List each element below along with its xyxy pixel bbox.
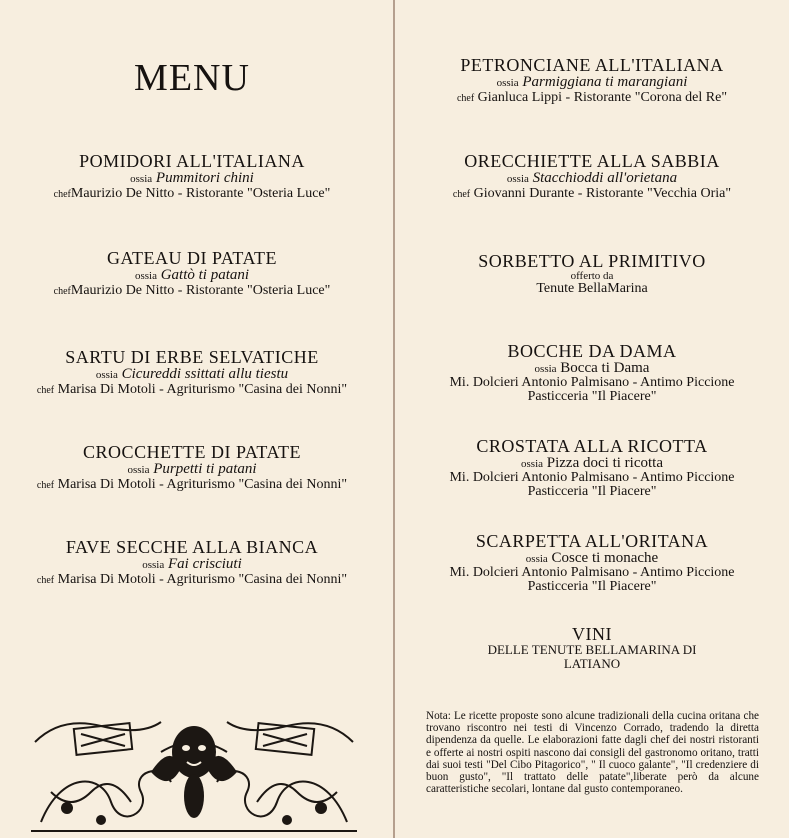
dish-dialect-name: Cicureddi ssittati allu tiestu — [121, 366, 289, 382]
ossia-label: ossia — [496, 77, 519, 89]
dish-dialect-name: Purpetti ti patani — [153, 461, 257, 477]
pastry-maker: Mi. Dolcieri Antonio Palmisano - Antimo Piccione — [449, 470, 735, 485]
dish-name: CROSTATA ALLA RICOTTA — [476, 436, 708, 456]
pastry-maker: Mi. Dolcieri Antonio Palmisano - Antimo Piccione — [449, 375, 735, 390]
pastry-shop: Pasticceria "Il Piacere" — [527, 389, 657, 404]
dish-dialect-name: Pizza doci ti ricotta — [546, 455, 663, 471]
dish-alt-name — [0, 268, 384, 283]
baroque-ornament-image — [31, 712, 357, 832]
pastry-maker: Mi. Dolcieri Antonio Palmisano - Antimo Piccione — [449, 565, 735, 580]
chef-prefix: chef — [36, 575, 55, 586]
chef-name: Maurizio De Nitto - Ristorante "Osteria Luce" — [70, 186, 331, 201]
chef-prefix: chef — [452, 189, 471, 200]
dish-item — [0, 538, 384, 587]
chef-line — [0, 187, 384, 201]
chef-name: Marisa Di Motoli - Agriturismo "Casina dei Nonni" — [57, 477, 348, 492]
dish-dialect-name: Pummitori chini — [155, 170, 254, 186]
dish-name: SORBETTO AL PRIMITIVO — [478, 251, 706, 271]
ossia-label: ossia — [142, 559, 165, 571]
chef-line — [0, 284, 384, 298]
producer-name: Tenute BellaMarina — [536, 281, 648, 296]
left-column — [0, 0, 393, 838]
dish-alt-name — [395, 171, 789, 186]
wine-line-1: DELLE TENUTE BELLAMARINA DI — [487, 642, 697, 657]
ossia-label: ossia — [134, 270, 157, 282]
ossia-label: ossia — [127, 464, 150, 476]
dish-dialect-name: Bocca ti Dama — [560, 360, 650, 376]
dish-item — [0, 152, 384, 201]
dish-alt-name — [0, 171, 384, 186]
chef-prefix: chef — [36, 385, 55, 396]
dish-alt-name — [395, 456, 789, 471]
dish-name: PETRONCIANE ALL'ITALIANA — [460, 55, 724, 75]
dish-name: CROCCHETTE DI PATATE — [83, 442, 301, 462]
right-column — [395, 0, 789, 838]
dish-alt-name — [395, 361, 789, 376]
chef-line — [395, 187, 789, 201]
wine-line-2: LATIANO — [563, 655, 621, 671]
chef-name: Marisa Di Motoli - Agriturismo "Casina dei Nonni" — [57, 382, 348, 397]
dish-alt-name — [395, 551, 789, 566]
dish-alt-name — [0, 557, 384, 572]
dessert-item — [395, 342, 789, 404]
dish-alt-name — [395, 75, 789, 90]
dish-dialect-name: Parmiggiana ti marangiani — [522, 74, 688, 90]
dessert-item — [395, 437, 789, 499]
chef-prefix: chef — [53, 286, 71, 297]
dish-name: SCARPETTA ALL'ORITANA — [475, 531, 709, 551]
chef-line — [395, 91, 789, 105]
chef-name: Maurizio De Nitto - Ristorante "Osteria Luce" — [70, 283, 331, 298]
ossia-label: ossia — [534, 363, 557, 375]
dish-name: FAVE SECCHE ALLA BIANCA — [65, 537, 319, 557]
chef-line — [0, 478, 384, 492]
dish-item — [0, 348, 384, 397]
chef-prefix: chef — [456, 93, 475, 104]
sorbetto-item — [395, 252, 789, 296]
dish-name: GATEAU DI PATATE — [107, 248, 277, 268]
dish-name: POMIDORI ALL'ITALIANA — [79, 151, 305, 171]
dish-item — [395, 56, 789, 105]
dish-item — [0, 249, 384, 298]
ossia-label: ossia — [130, 173, 153, 185]
ossia-label: ossia — [521, 458, 544, 470]
dish-item — [0, 443, 384, 492]
dish-dialect-name: Cosce ti monache — [551, 550, 659, 566]
dish-dialect-name: Fai crisciuti — [168, 556, 242, 572]
chef-line — [0, 383, 384, 397]
menu-title: MENU — [134, 57, 250, 99]
chef-line — [0, 573, 384, 587]
dish-alt-name — [0, 462, 384, 477]
offerto-label: offerto da — [570, 270, 614, 282]
dish-item — [395, 152, 789, 201]
dish-dialect-name: Stacchioddi all'orietana — [532, 170, 678, 186]
chef-prefix: chef — [36, 480, 55, 491]
pastry-shop: Pasticceria "Il Piacere" — [527, 484, 657, 499]
chef-name: Marisa Di Motoli - Agriturismo "Casina dei Nonni" — [57, 572, 348, 587]
chef-prefix: chef — [53, 189, 71, 200]
dish-name: BOCCHE DA DAMA — [507, 341, 677, 361]
wine-section — [395, 625, 789, 670]
ossia-label: ossia — [506, 173, 529, 185]
pastry-shop: Pasticceria "Il Piacere" — [527, 579, 657, 594]
dish-name: ORECCHIETTE ALLA SABBIA — [464, 151, 720, 171]
dish-name: SARTU DI ERBE SELVATICHE — [65, 347, 319, 367]
dish-dialect-name: Gattò ti patani — [160, 267, 250, 283]
recipe-note: Nota: Le ricette proposte sono alcune tradizionali della cucina oritana che trovano riscontro nei testi di Vincenzo Corrado, tradendo la diretta dipendenza da quelle. Le elaborazioni fatte dagli chef dei nostri ristoranti e offerte ai nostri ospiti nascono dai consigli del gastronomo oritano, tratti dai suoi testi "Del Cibo Pitagorico", " Il cuoco galante", "Il credenziere di buon gusto", "Il trattato delle patate",liberate però da alcune caratteristiche secolari, lontane dal gusto contemporaneo. — [426, 710, 759, 796]
wine-title: VINI — [572, 624, 612, 644]
ossia-label: ossia — [95, 369, 118, 381]
ossia-label: ossia — [525, 553, 548, 565]
chef-name: Giovanni Durante - Ristorante "Vecchia Oria" — [473, 186, 732, 201]
chef-name: Gianluca Lippi - Ristorante "Corona del Re" — [477, 90, 728, 105]
dessert-item — [395, 532, 789, 594]
dish-alt-name — [0, 367, 384, 382]
